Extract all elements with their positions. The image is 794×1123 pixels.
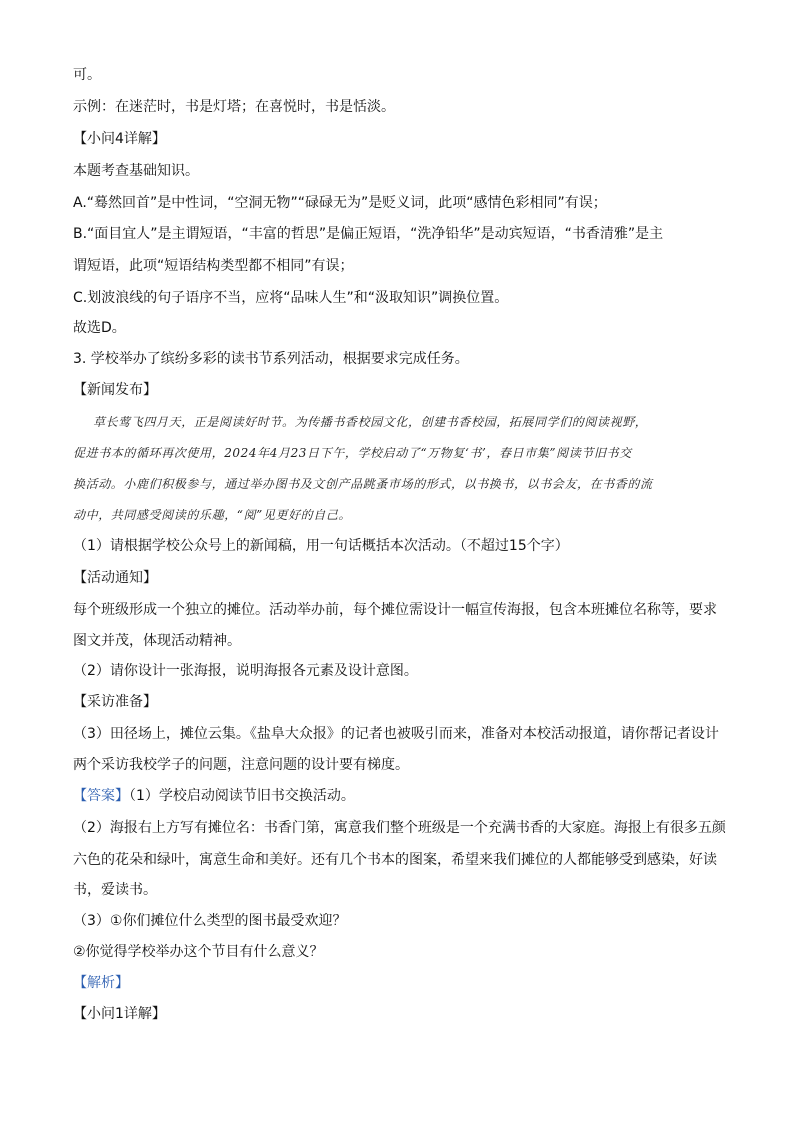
text-line: 谓短语，此项“短语结构类型都不相同”有误； — [73, 258, 354, 274]
answer-text: （1）学校启动阅读节旧书交换活动。 — [129, 788, 355, 804]
news-text-line: 动中，共同感受阅读的乐趣，“阅”见更好的自己。 — [73, 508, 352, 522]
sub-question: （2）请你设计一张海报，说明海报各元素及设计意图。 — [73, 663, 418, 679]
news-text-line: 促进书本的循环再次使用，2024年4月23日下午，学校启动了“万物复‘书’，春日市集”阅读节旧书交 — [73, 446, 632, 460]
text-line: 示例：在迷茫时，书是灯塔；在喜悦时，书是恬淡。 — [73, 99, 395, 115]
news-text-line: 草长莺飞四月天，正是阅读好时节。为传播书香校园文化，创建书香校园，拓展同学们的阅读视野， — [93, 415, 648, 429]
answer-row — [73, 786, 733, 806]
text-line: A.“蓦然回首”是中性词，“空洞无物”“碌碌无为”是贬义词，此项“感情色彩相同”有误； — [73, 195, 607, 211]
news-text-line: 换活动。小鹿们积极参与，通过举办图书及文创产品跳蚤市场的形式，以书换书，以书会友，在书香的流 — [73, 477, 653, 491]
text-line: 书，爱读书。 — [73, 882, 157, 898]
section-heading: 【采访准备】 — [73, 694, 157, 710]
text-line: ②你觉得学校举办这个节目有什么意义？ — [73, 944, 324, 960]
section-heading: 【小问4详解】 — [73, 131, 166, 147]
section-heading: 【小问1详解】 — [73, 1006, 166, 1022]
sub-question: （1）请根据学校公众号上的新闻稿，用一句话概括本次活动。（不超过15个字） — [73, 538, 569, 554]
sub-question: （3）田径场上，摊位云集。《盐阜大众报》的记者也被吸引而来，准备对本校活动报道，请你帮记者设计 — [73, 726, 719, 742]
section-heading: 【新闻发布】 — [73, 382, 157, 398]
text-line: 每个班级形成一个独立的摊位。活动举办前，每个摊位需设计一幅宣传海报，包含本班摊位名称等，要求 — [73, 602, 717, 618]
text-line: 图文并茂，体现活动精神。 — [73, 633, 241, 649]
analysis-label: 【解析】 — [73, 975, 129, 991]
text-line: 可。 — [73, 67, 101, 83]
text-line: 两个采访我校学子的问题，注意问题的设计要有梯度。 — [73, 757, 409, 773]
text-line: B.“面目宜人”是主谓短语，“丰富的哲思”是偏正短语，“洗净铅华”是动宾短语，“书香清雅”是主 — [73, 226, 664, 242]
section-heading: 【活动通知】 — [73, 570, 157, 586]
answer-label: 【答案】 — [73, 788, 129, 804]
text-line: （2）海报右上方写有摊位名：书香门第，寓意我们整个班级是一个充满书香的大家庭。海报上有很多五颜 — [73, 820, 726, 836]
text-line: （3）①你们摊位什么类型的图书最受欢迎？ — [73, 913, 347, 929]
text-line: 本题考查基础知识。 — [73, 163, 199, 179]
question-title: 3. 学校举办了缤纷多彩的读书节系列活动，根据要求完成任务。 — [73, 351, 469, 367]
text-line: C.划波浪线的句子语序不当，应将“品味人生”和“汲取知识”调换位置。 — [73, 290, 509, 306]
text-line: 故选D。 — [73, 320, 126, 336]
text-line: 六色的花朵和绿叶，寓意生命和美好。还有几个书本的图案，希望来我们摊位的人都能够受到感染，好读 — [73, 852, 717, 868]
